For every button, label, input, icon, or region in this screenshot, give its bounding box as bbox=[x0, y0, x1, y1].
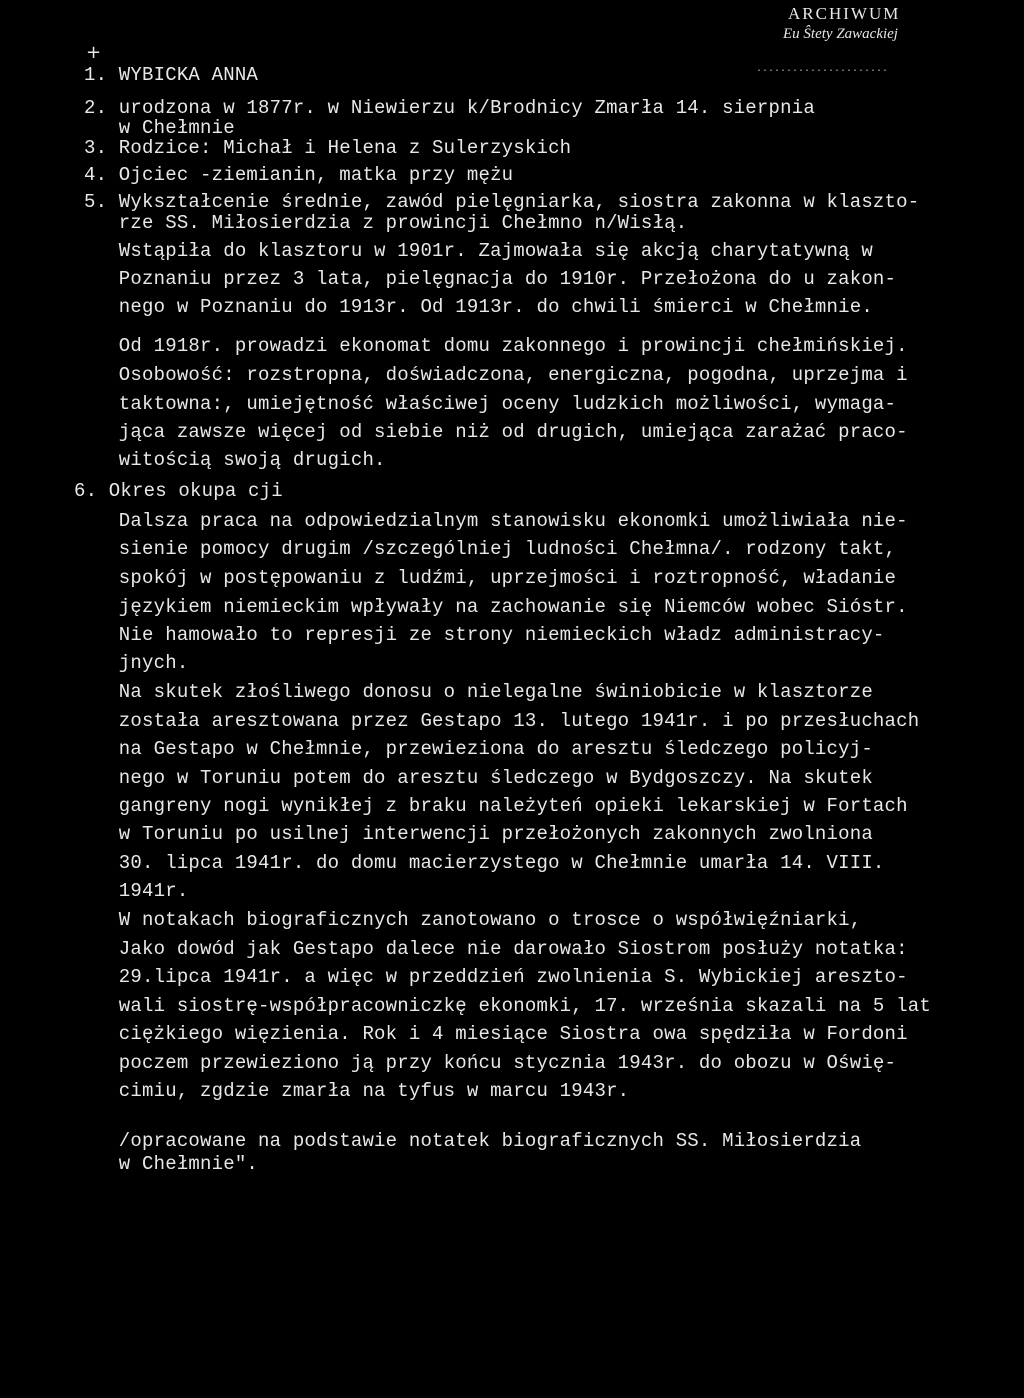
line-notes-6: poczem przewieziono ją przy końcu stycznia 1943r. do obozu w Oświę- bbox=[84, 1052, 897, 1074]
line-arrest-3: na Gestapo w Chełmnie, przewieziona do aresztu śledczego policyj- bbox=[84, 738, 873, 760]
line-poznan: Poznaniu przez 3 lata, pielęgnacja do 1910r. Przełożona do u zakon- bbox=[84, 268, 897, 290]
line-arrest-7: 30. lipca 1941r. do domu macierzystego w Chełmnie umarła 14. VIII. bbox=[84, 852, 885, 874]
line-occupation-5: Nie hamowało to represji ze strony niemieckich władz administracy- bbox=[84, 624, 885, 646]
line-education: 5. Wykształcenie średnie, zawód pielęgniarka, siostra zakonna w klaszto- bbox=[84, 191, 920, 213]
line-occupation-4: językiem niemieckim wpływały na zachowanie się Niemców wobec Sióstr. bbox=[84, 596, 908, 618]
line-personality: Osobowość: rozstropna, doświadczona, energiczna, pogodna, uprzejma i bbox=[84, 364, 908, 386]
line-occupation-2: sienie pomocy drugim /szczególniej ludności Chełmna/. rodzony takt, bbox=[84, 538, 897, 560]
line-name: 1. WYBICKA ANNA bbox=[84, 64, 259, 86]
line-education-cont: rze SS. Miłosierdzia z prowincji Chełmno n/Wisłą. bbox=[84, 212, 688, 234]
line-personality-2: taktowna:, umiejętność właściwej oceny ludzkich możliwości, wymaga- bbox=[84, 393, 897, 415]
line-arrest-6: w Toruniu po usilnej interwencji przełożonych zakonnych zwolniona bbox=[84, 823, 873, 845]
archive-stamp-title: ARCHIWUM bbox=[788, 4, 901, 23]
line-source-2: w Chełmnie". bbox=[84, 1153, 259, 1175]
line-notes-3: 29.lipca 1941r. a więc w przeddzień zwolnienia S. Wybickiej areszto- bbox=[84, 966, 908, 988]
line-arrest-4: nego w Toruniu potem do aresztu śledczego w Bydgoszczy. Na skutek bbox=[84, 767, 873, 789]
line-source-1: /opracowane na podstawie notatek biograficznych SS. Miłosierdzia bbox=[84, 1130, 862, 1152]
archive-stamp-dots: ...................... bbox=[756, 64, 889, 75]
line-notes-2: Jako dowód jak Gestapo dalece nie darowało Siostrom posłuży notatka: bbox=[84, 938, 908, 960]
line-birth-cont: w Chełmnie bbox=[84, 117, 235, 139]
line-notes-4: wali siostrę-współpracowniczkę ekonomki, 17. września skazali na 5 lat bbox=[84, 995, 931, 1017]
line-ekonomat: Od 1918r. prowadzi ekonomat domu zakonnego i prowincji chełmińskiej. bbox=[84, 335, 908, 357]
line-personality-3: jąca zawsze więcej od siebie niż od drugich, umiejąca zarażać praco- bbox=[84, 421, 908, 443]
line-occupation-6: jnych. bbox=[84, 652, 189, 674]
line-father: 4. Ojciec -ziemianin, matka przy mężu bbox=[84, 164, 514, 186]
line-poznan-cont: nego w Poznaniu do 1913r. Od 1913r. do chwili śmierci w Chełmnie. bbox=[84, 296, 873, 318]
line-arrest-1: Na skutek złośliwego donosu o nielegalne świniobicie w klasztorze bbox=[84, 681, 873, 703]
line-notes-5: ciężkiego więzienia. Rok i 4 miesiące Siostra owa spędziła w Fordoni bbox=[84, 1023, 908, 1045]
line-arrest-2: została aresztowana przez Gestapo 13. lutego 1941r. i po przesłuchach bbox=[84, 710, 920, 732]
archive-stamp-subtitle: Eu Ŝtety Zawackiej bbox=[783, 26, 898, 42]
line-notes-7: cimiu, zgdzie zmarła na tyfus w marcu 1943r. bbox=[84, 1080, 630, 1102]
line-birth: 2. urodzona w 1877r. w Niewierzu k/Brodnicy Zmarła 14. sierpnia bbox=[84, 97, 815, 119]
line-entry: Wstąpiła do klasztoru w 1901r. Zajmowała się akcją charytatywną w bbox=[84, 240, 873, 262]
section-occupation-heading: 6. Okres okupa cji bbox=[74, 480, 283, 502]
line-personality-4: witością swoją drugich. bbox=[84, 449, 386, 471]
line-arrest-8: 1941r. bbox=[84, 880, 189, 902]
line-parents: 3. Rodzice: Michał i Helena z Sulerzyskich bbox=[84, 137, 572, 159]
line-notes-1: W notakach biograficznych zanotowano o trosce o współwięźniarki, bbox=[84, 909, 862, 931]
line-arrest-5: gangreny nogi wynikłej z braku należyteń opieki lekarskiej w Fortach bbox=[84, 795, 908, 817]
line-occupation-1: Dalsza praca na odpowiedzialnym stanowisku ekonomki umożliwiała nie- bbox=[84, 510, 908, 532]
cross-mark-icon: + bbox=[86, 42, 102, 63]
line-occupation-3: spokój w postępowaniu z ludźmi, uprzejmości i roztropność, władanie bbox=[84, 567, 897, 589]
